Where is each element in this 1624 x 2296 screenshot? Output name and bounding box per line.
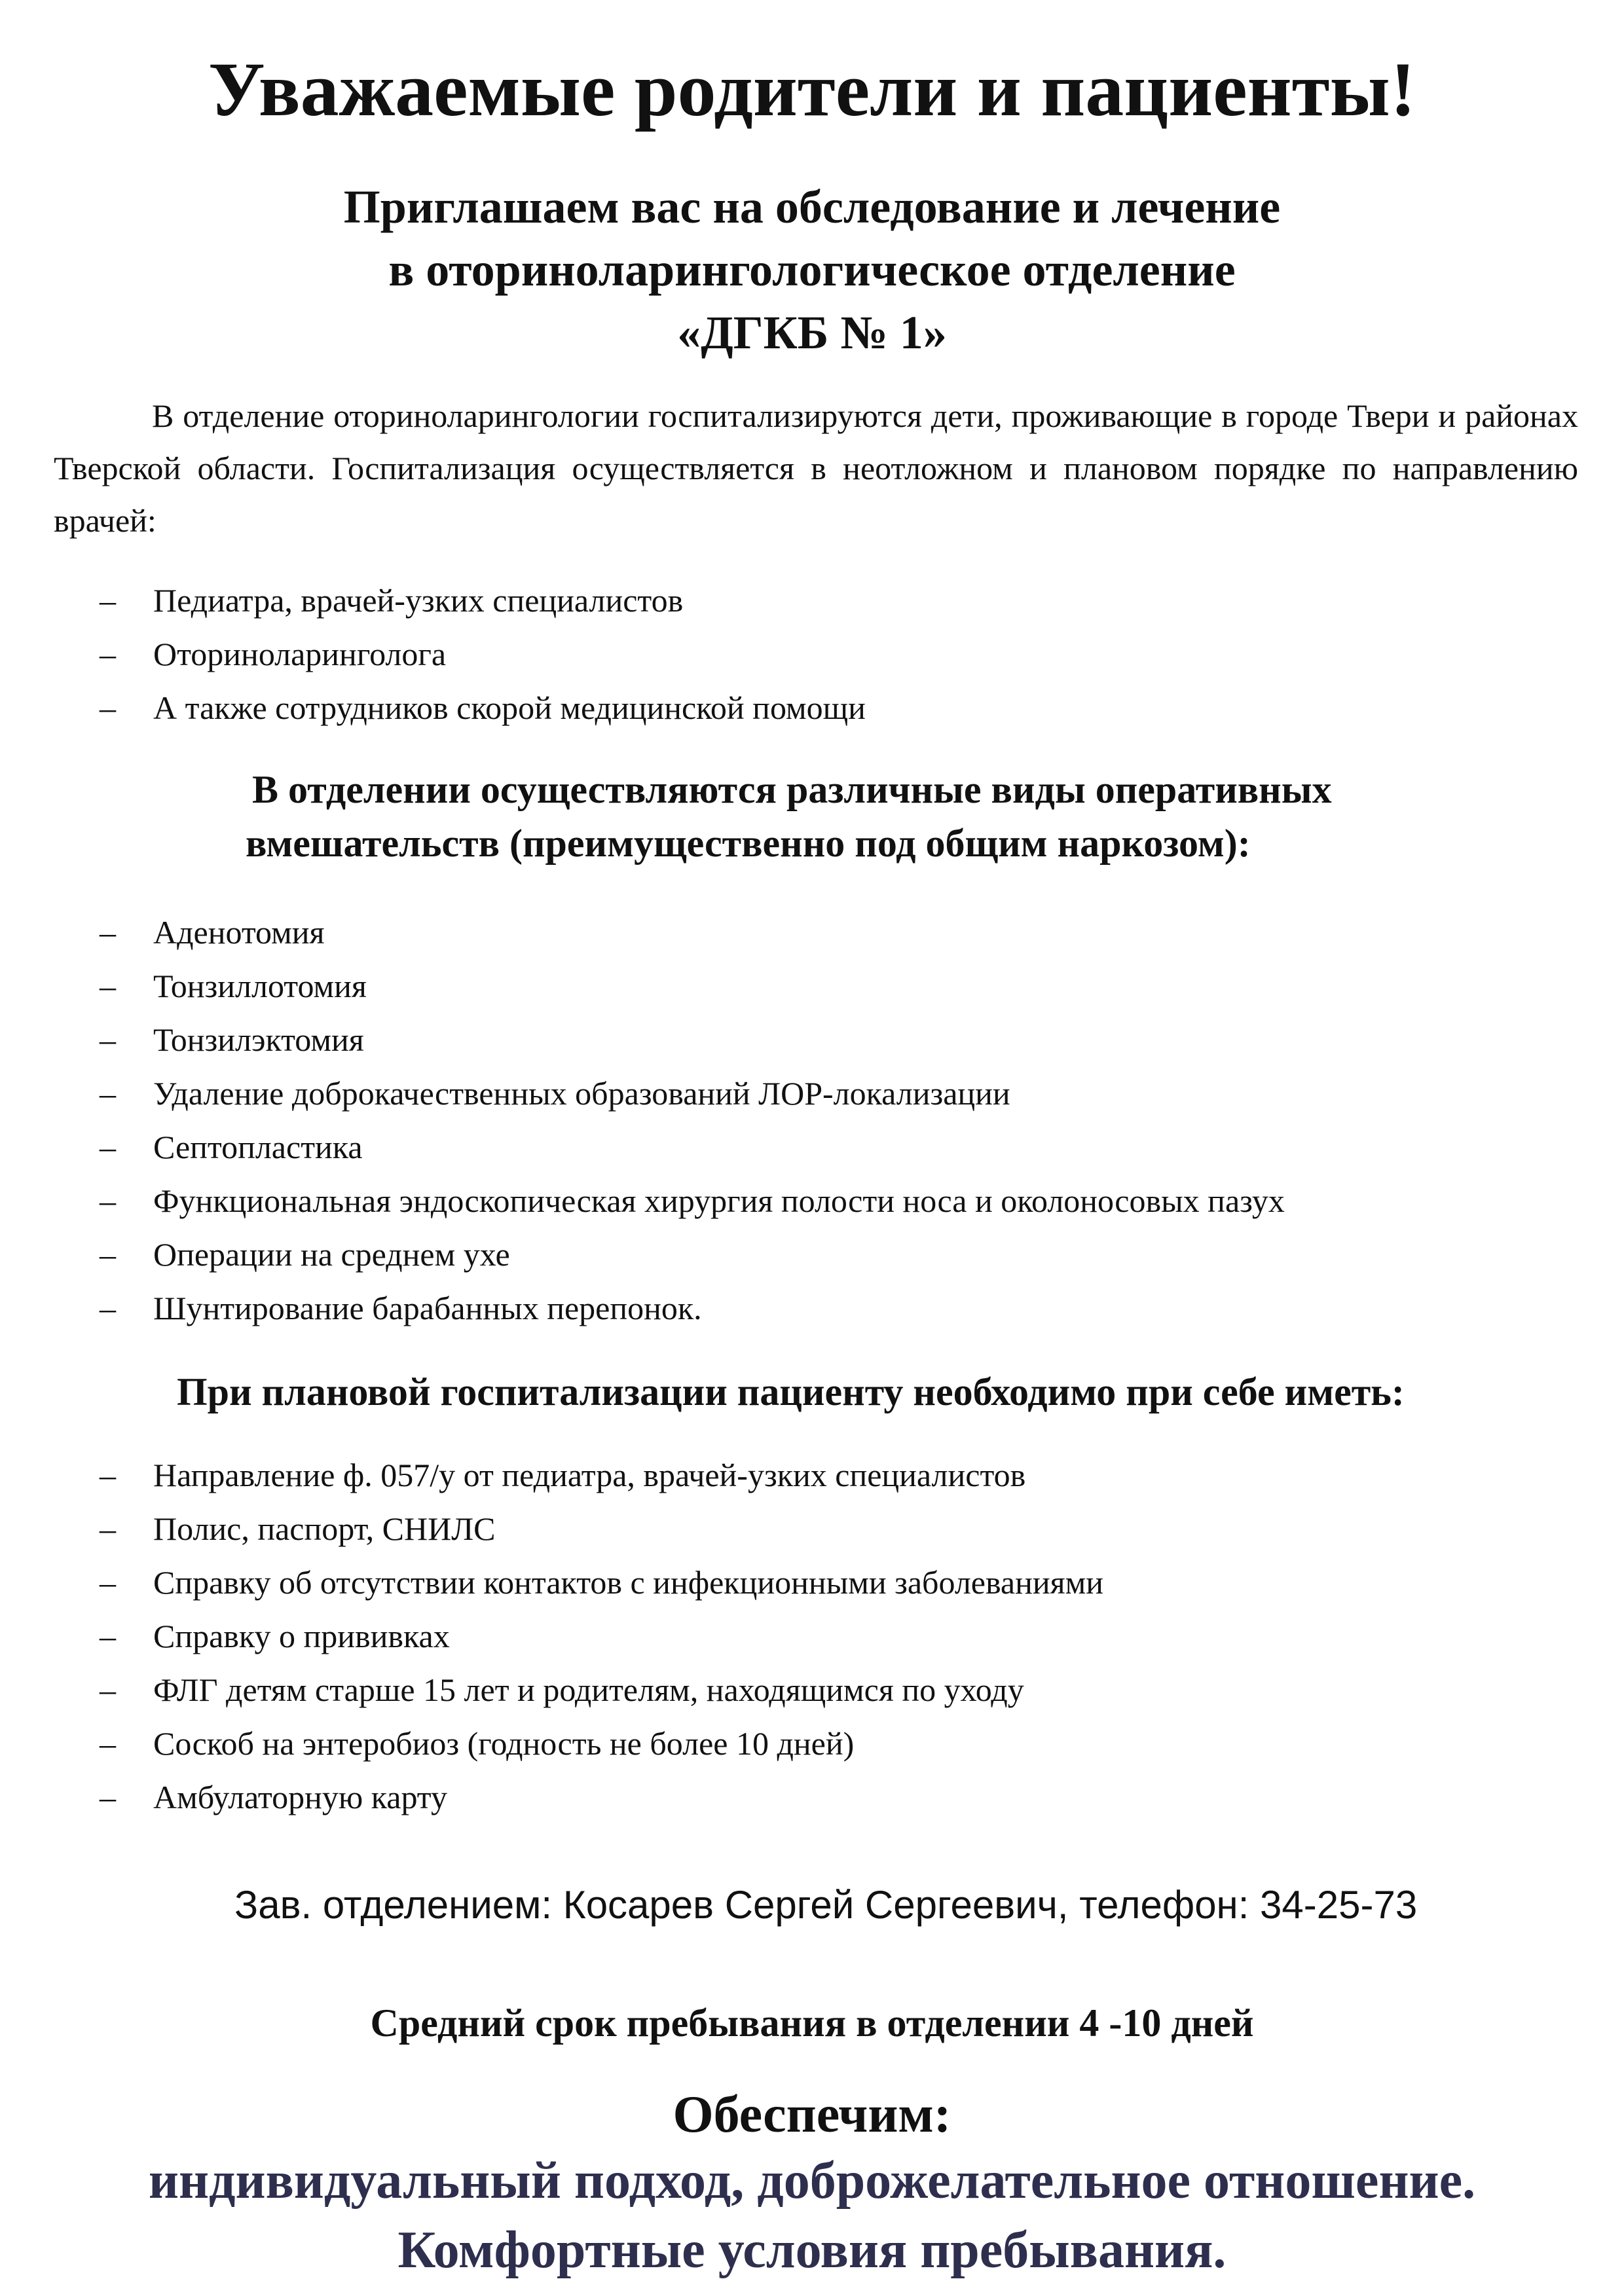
dash-bullet: – [100, 636, 116, 672]
subtitle-line-1: Приглашаем вас на обследование и лечение [343, 181, 1281, 233]
dash-bullet: – [100, 1236, 116, 1273]
dash-bullet: – [100, 1075, 116, 1112]
operation-text: Функциональная эндоскопическая хирургия полости носа и околоносовых пазух [153, 1182, 1285, 1219]
page-title: Уважаемые родители и пациенты! [208, 46, 1416, 132]
list-item [0, 574, 1572, 627]
operations-heading-line-1: В отделении осуществляются различные виды оперативных [252, 768, 1332, 811]
list-item [0, 1120, 1572, 1174]
operation-text: Удаление доброкачественных образований ЛОР-локализации [153, 1075, 1010, 1112]
operation-text: Шунтирование барабанных перепонок. [153, 1290, 702, 1326]
dash-bullet: – [100, 1671, 116, 1708]
documents-list [0, 1448, 1572, 1824]
provide-line-2: Комфортные условия пребывания. [397, 2221, 1227, 2279]
dash-bullet: – [100, 1510, 116, 1547]
provide-heading: Обеспечим: [673, 2086, 951, 2143]
referral-text: Оториноларинголога [153, 636, 447, 672]
list-item [0, 905, 1572, 959]
documents-heading: При плановой госпитализации пациенту необходимо при себе иметь: [177, 1370, 1405, 1413]
list-item [0, 627, 1572, 681]
operations-heading [246, 763, 1332, 870]
subtitle-line-3: «ДГКБ № 1» [677, 306, 947, 359]
dash-bullet: – [100, 582, 116, 619]
dash-bullet: – [100, 914, 116, 951]
provide-line-1: индивидуальный подход, доброжелательное отношение. [148, 2152, 1476, 2210]
document-text: Соскоб на энтеробиоз (годность не более 10 дней) [153, 1725, 855, 1762]
dash-bullet: – [100, 1021, 116, 1058]
list-item [0, 1502, 1572, 1556]
dash-bullet: – [100, 1457, 116, 1493]
dash-bullet: – [100, 1129, 116, 1165]
list-item [0, 1770, 1572, 1824]
list-item [0, 1663, 1572, 1717]
subtitle-line-2: в оториноларингологическое отделение [388, 244, 1236, 296]
dash-bullet: – [100, 968, 116, 1004]
operation-text: Аденотомия [153, 914, 325, 951]
operations-list [0, 905, 1572, 1335]
dash-bullet: – [100, 1564, 116, 1601]
intro-paragraph: В отделение оториноларингологии госпитализируются дети, проживающие в городе Твери и районах Тверской области. Госпитализация осуществляется в неотложном и плановом порядке по направлению врачей: [54, 397, 1578, 539]
department-head-contact: Зав. отделением: Косарев Сергей Сергеевич, телефон: 34-25-73 [234, 1883, 1418, 1927]
document-text: Полис, паспорт, СНИЛС [153, 1510, 496, 1547]
referral-text: Педиатра, врачей-узких специалистов [153, 582, 684, 619]
dash-bullet: – [100, 1182, 116, 1219]
operation-text: Операции на среднем ухе [153, 1236, 510, 1273]
list-item [0, 1609, 1572, 1663]
document-text: Справку о прививках [153, 1618, 450, 1654]
provide-text [0, 2146, 1624, 2285]
list-item [0, 681, 1572, 735]
operations-heading-line-2: вмешательств (преимущественно под общим наркозом): [246, 822, 1251, 865]
average-stay: Средний срок пребывания в отделении 4 -10 дней [370, 2001, 1254, 2045]
list-item [0, 1228, 1572, 1281]
list-item [0, 1556, 1572, 1609]
operation-text: Тонзиллотомия [153, 968, 367, 1004]
list-item [0, 959, 1572, 1013]
list-item [0, 1448, 1572, 1502]
dash-bullet: – [100, 1779, 116, 1815]
document-text: ФЛГ детям старше 15 лет и родителям, находящимся по уходу [153, 1671, 1024, 1708]
list-item [0, 1717, 1572, 1770]
document-text: Направление ф. 057/у от педиатра, врачей-узких специалистов [153, 1457, 1026, 1493]
page-subtitle [0, 175, 1624, 364]
document-text: Справку об отсутствии контактов с инфекционными заболеваниями [153, 1564, 1104, 1601]
document-text: Амбулаторную карту [153, 1779, 447, 1815]
referrals-list [0, 574, 1572, 735]
list-item [0, 1174, 1572, 1228]
referral-text: А также сотрудников скорой медицинской помощи [153, 689, 866, 726]
list-item [0, 1281, 1572, 1335]
list-item [0, 1066, 1572, 1120]
operation-text: Тонзилэктомия [153, 1021, 364, 1058]
operation-text: Септопластика [153, 1129, 363, 1165]
list-item [0, 1013, 1572, 1066]
dash-bullet: – [100, 1618, 116, 1654]
dash-bullet: – [100, 1290, 116, 1326]
dash-bullet: – [100, 1725, 116, 1762]
dash-bullet: – [100, 689, 116, 726]
